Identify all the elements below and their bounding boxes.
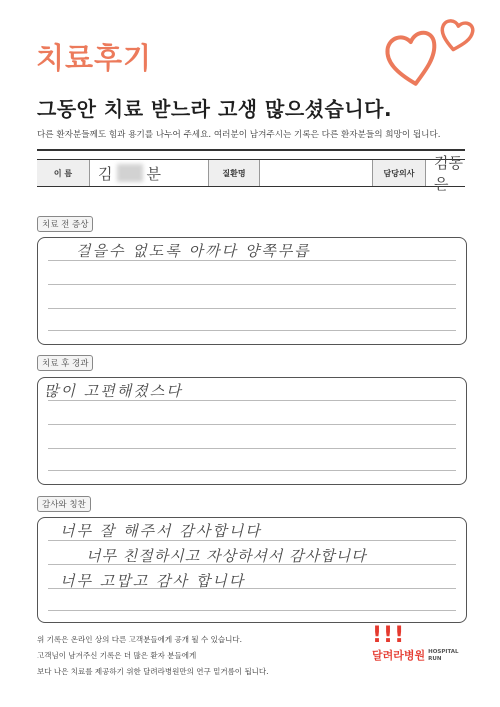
rule-line (48, 330, 456, 331)
handwritten-line: 너무 친절하시고 자상하셔서 감사합니다 (86, 547, 367, 565)
disease-value (260, 160, 372, 186)
hospital-logo (372, 625, 480, 685)
footer-line: 고객님이 남겨주신 기록은 더 많은 환자 분들에게 (37, 651, 197, 660)
name-last: 분 (146, 164, 161, 183)
logo-name: 달려라병원 (372, 649, 426, 662)
name-first: 김 (98, 164, 113, 183)
rule-line (48, 470, 456, 471)
rule-line (48, 610, 456, 611)
section-tag-after: 치료 후 경과 (37, 355, 93, 371)
logo-marks: !!! (372, 623, 406, 648)
handwritten-line: 많이 고편해졌스다 (44, 382, 183, 400)
doctor-value: 김동은 (434, 154, 463, 193)
handwritten-line: 너무 잘 해주서 감사합니다 (60, 522, 262, 540)
doctor-label: 담당의사 (372, 160, 426, 186)
handwritten-line: 걸을수 없도록 아까다 양쪽무릅 (76, 242, 311, 260)
patient-info-row (37, 154, 465, 193)
rule-line (48, 284, 456, 285)
section-tag-before: 치료 전 증상 (37, 216, 93, 232)
headline: 그동안 치료 받느라 고생 많으셨습니다. (37, 97, 393, 121)
rule-line (48, 308, 456, 309)
name-value (90, 160, 208, 186)
disease-label: 질환명 (208, 160, 260, 186)
section-tag-thanks: 감사와 칭찬 (37, 496, 91, 512)
rule-line (48, 424, 456, 425)
footer-notice (37, 632, 269, 680)
divider (37, 149, 465, 151)
subline: 다른 환자분들께도 힘과 용기를 나누어 주세요. 여러분이 남겨주시는 기록은 다른 환자분들의 희망이 됩니다. (37, 130, 441, 140)
footer-line: 보다 나은 치료를 제공하기 위한 달려라병원만의 연구 밑거름이 됩니다. (37, 667, 269, 676)
rule-line (48, 448, 456, 449)
section-box-thanks (37, 517, 467, 623)
redacted-block (117, 164, 143, 182)
handwritten-line: 너무 고맙고 감사 합니다 (60, 572, 246, 590)
section-box-after (37, 377, 467, 485)
form-title: 치료후기 (36, 41, 153, 75)
logo-en-line1: HOSPITAL (428, 649, 459, 655)
name-label: 이 름 (37, 160, 90, 186)
hearts-icon (384, 14, 484, 90)
logo-en-line2: RUN (428, 656, 442, 662)
section-box-before (37, 237, 467, 345)
footer-line: 위 기록은 온라인 상의 다른 고객분들에게 공개 될 수 있습니다. (37, 635, 242, 644)
